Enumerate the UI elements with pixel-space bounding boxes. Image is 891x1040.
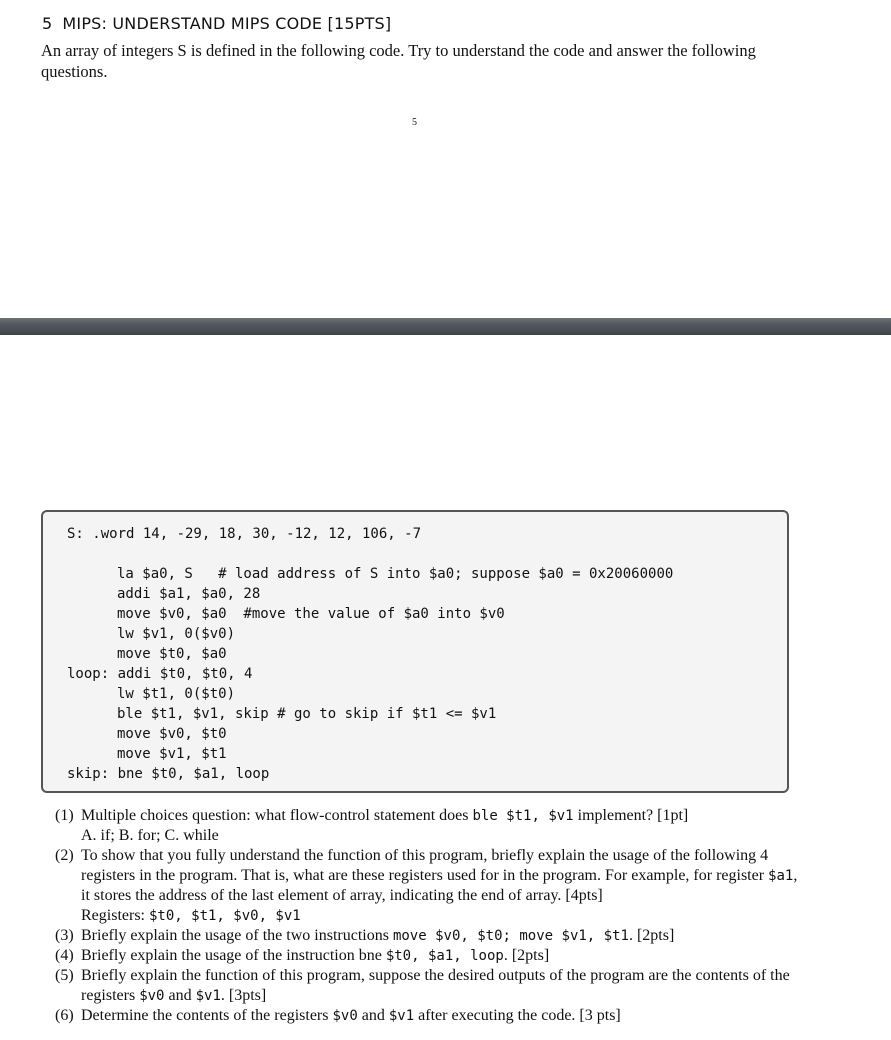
inline-code: $v0 <box>332 1008 358 1024</box>
question-text: after executing the code. [3 pts] <box>414 1007 621 1024</box>
question-text: . [2pts] <box>628 927 675 944</box>
code-line: lw $t1, 0($t0) <box>117 686 236 702</box>
question-number: (4) <box>55 947 74 964</box>
code-line: ble $t1, $v1, skip # go to skip if $t1 <= $v1 <box>117 706 497 722</box>
question-4 <box>55 946 805 966</box>
question-text: implement? [1pt] <box>573 807 689 824</box>
page-number: 5 <box>412 117 417 128</box>
section-title-text: MIPS: UNDERSTAND MIPS CODE [15PTS] <box>62 14 392 33</box>
question-text: , it stores the address of the last element of array, indicating the end of array. [4pts] <box>81 867 798 904</box>
code-line: move $t0, $a0 <box>117 646 227 662</box>
page-break-divider <box>0 318 891 335</box>
section-title <box>42 14 391 33</box>
inline-code: $a1 <box>768 868 794 884</box>
inline-code: $t0, $a1, loop <box>385 948 504 964</box>
code-line-skip: skip: bne $t0, $a1, loop <box>67 766 270 782</box>
code-line: move $v0, $a0 #move the value of $a0 into $v0 <box>117 606 505 622</box>
question-3 <box>55 926 805 946</box>
code-line-data: S: .word 14, -29, 18, 30, -12, 12, 106, -7 <box>67 526 422 542</box>
question-options: A. if; B. for; C. while <box>81 827 219 844</box>
inline-code: $v1 <box>195 988 221 1004</box>
question-5 <box>55 966 805 1006</box>
question-text: Briefly explain the usage of the instruction bne <box>81 947 386 964</box>
question-1 <box>55 806 805 846</box>
inline-code: move $v0, $t0; move $v1, $t1 <box>392 928 629 944</box>
question-text: . [3pts] <box>220 987 267 1004</box>
question-text: and <box>357 1007 389 1024</box>
section-intro: An array of integers S is defined in the following code. Try to understand the code and answer the following questions. <box>41 41 756 81</box>
question-2 <box>55 846 805 926</box>
question-number: (5) <box>55 967 74 984</box>
section-number: 5 <box>42 14 53 33</box>
code-line: lw $v1, 0($v0) <box>117 626 236 642</box>
register-label: Registers: <box>81 907 149 924</box>
code-line: move $v0, $t0 <box>117 726 227 742</box>
question-number: (2) <box>55 847 74 864</box>
code-block <box>41 510 789 793</box>
inline-code: $v0 <box>139 988 165 1004</box>
question-number: (3) <box>55 927 74 944</box>
code-line: la $a0, S # load address of S into $a0; suppose $a0 = 0x20060000 <box>117 566 674 582</box>
inline-code: ble $t1, $v1 <box>472 808 574 824</box>
code-line: addi $a1, $a0, 28 <box>117 586 261 602</box>
question-text: To show that you fully understand the function of this program, briefly explain the usage of the following 4 registers in the program. That is, what are these registers used for in the program. For example, for register <box>81 847 769 884</box>
question-text: Briefly explain the function of this program, suppose the desired outputs of the program are the contents of the registers <box>81 967 790 1004</box>
question-6 <box>55 1006 805 1026</box>
question-text: . [2pts] <box>503 947 550 964</box>
question-text: Determine the contents of the registers <box>81 1007 333 1024</box>
page-top <box>0 0 891 318</box>
question-text: and <box>164 987 196 1004</box>
question-number: (6) <box>55 1007 74 1024</box>
question-text: Multiple choices question: what flow-control statement does <box>81 807 473 824</box>
code-line: move $v1, $t1 <box>117 746 227 762</box>
register-list <box>81 906 805 926</box>
question-list <box>55 806 805 1026</box>
inline-code: $t0, $t1, $v0, $v1 <box>149 908 301 924</box>
question-text: Briefly explain the usage of the two instructions <box>81 927 393 944</box>
code-line-loop: loop: addi $t0, $t0, 4 <box>67 666 253 682</box>
inline-code: $v1 <box>388 1008 415 1024</box>
question-number: (1) <box>55 807 74 824</box>
